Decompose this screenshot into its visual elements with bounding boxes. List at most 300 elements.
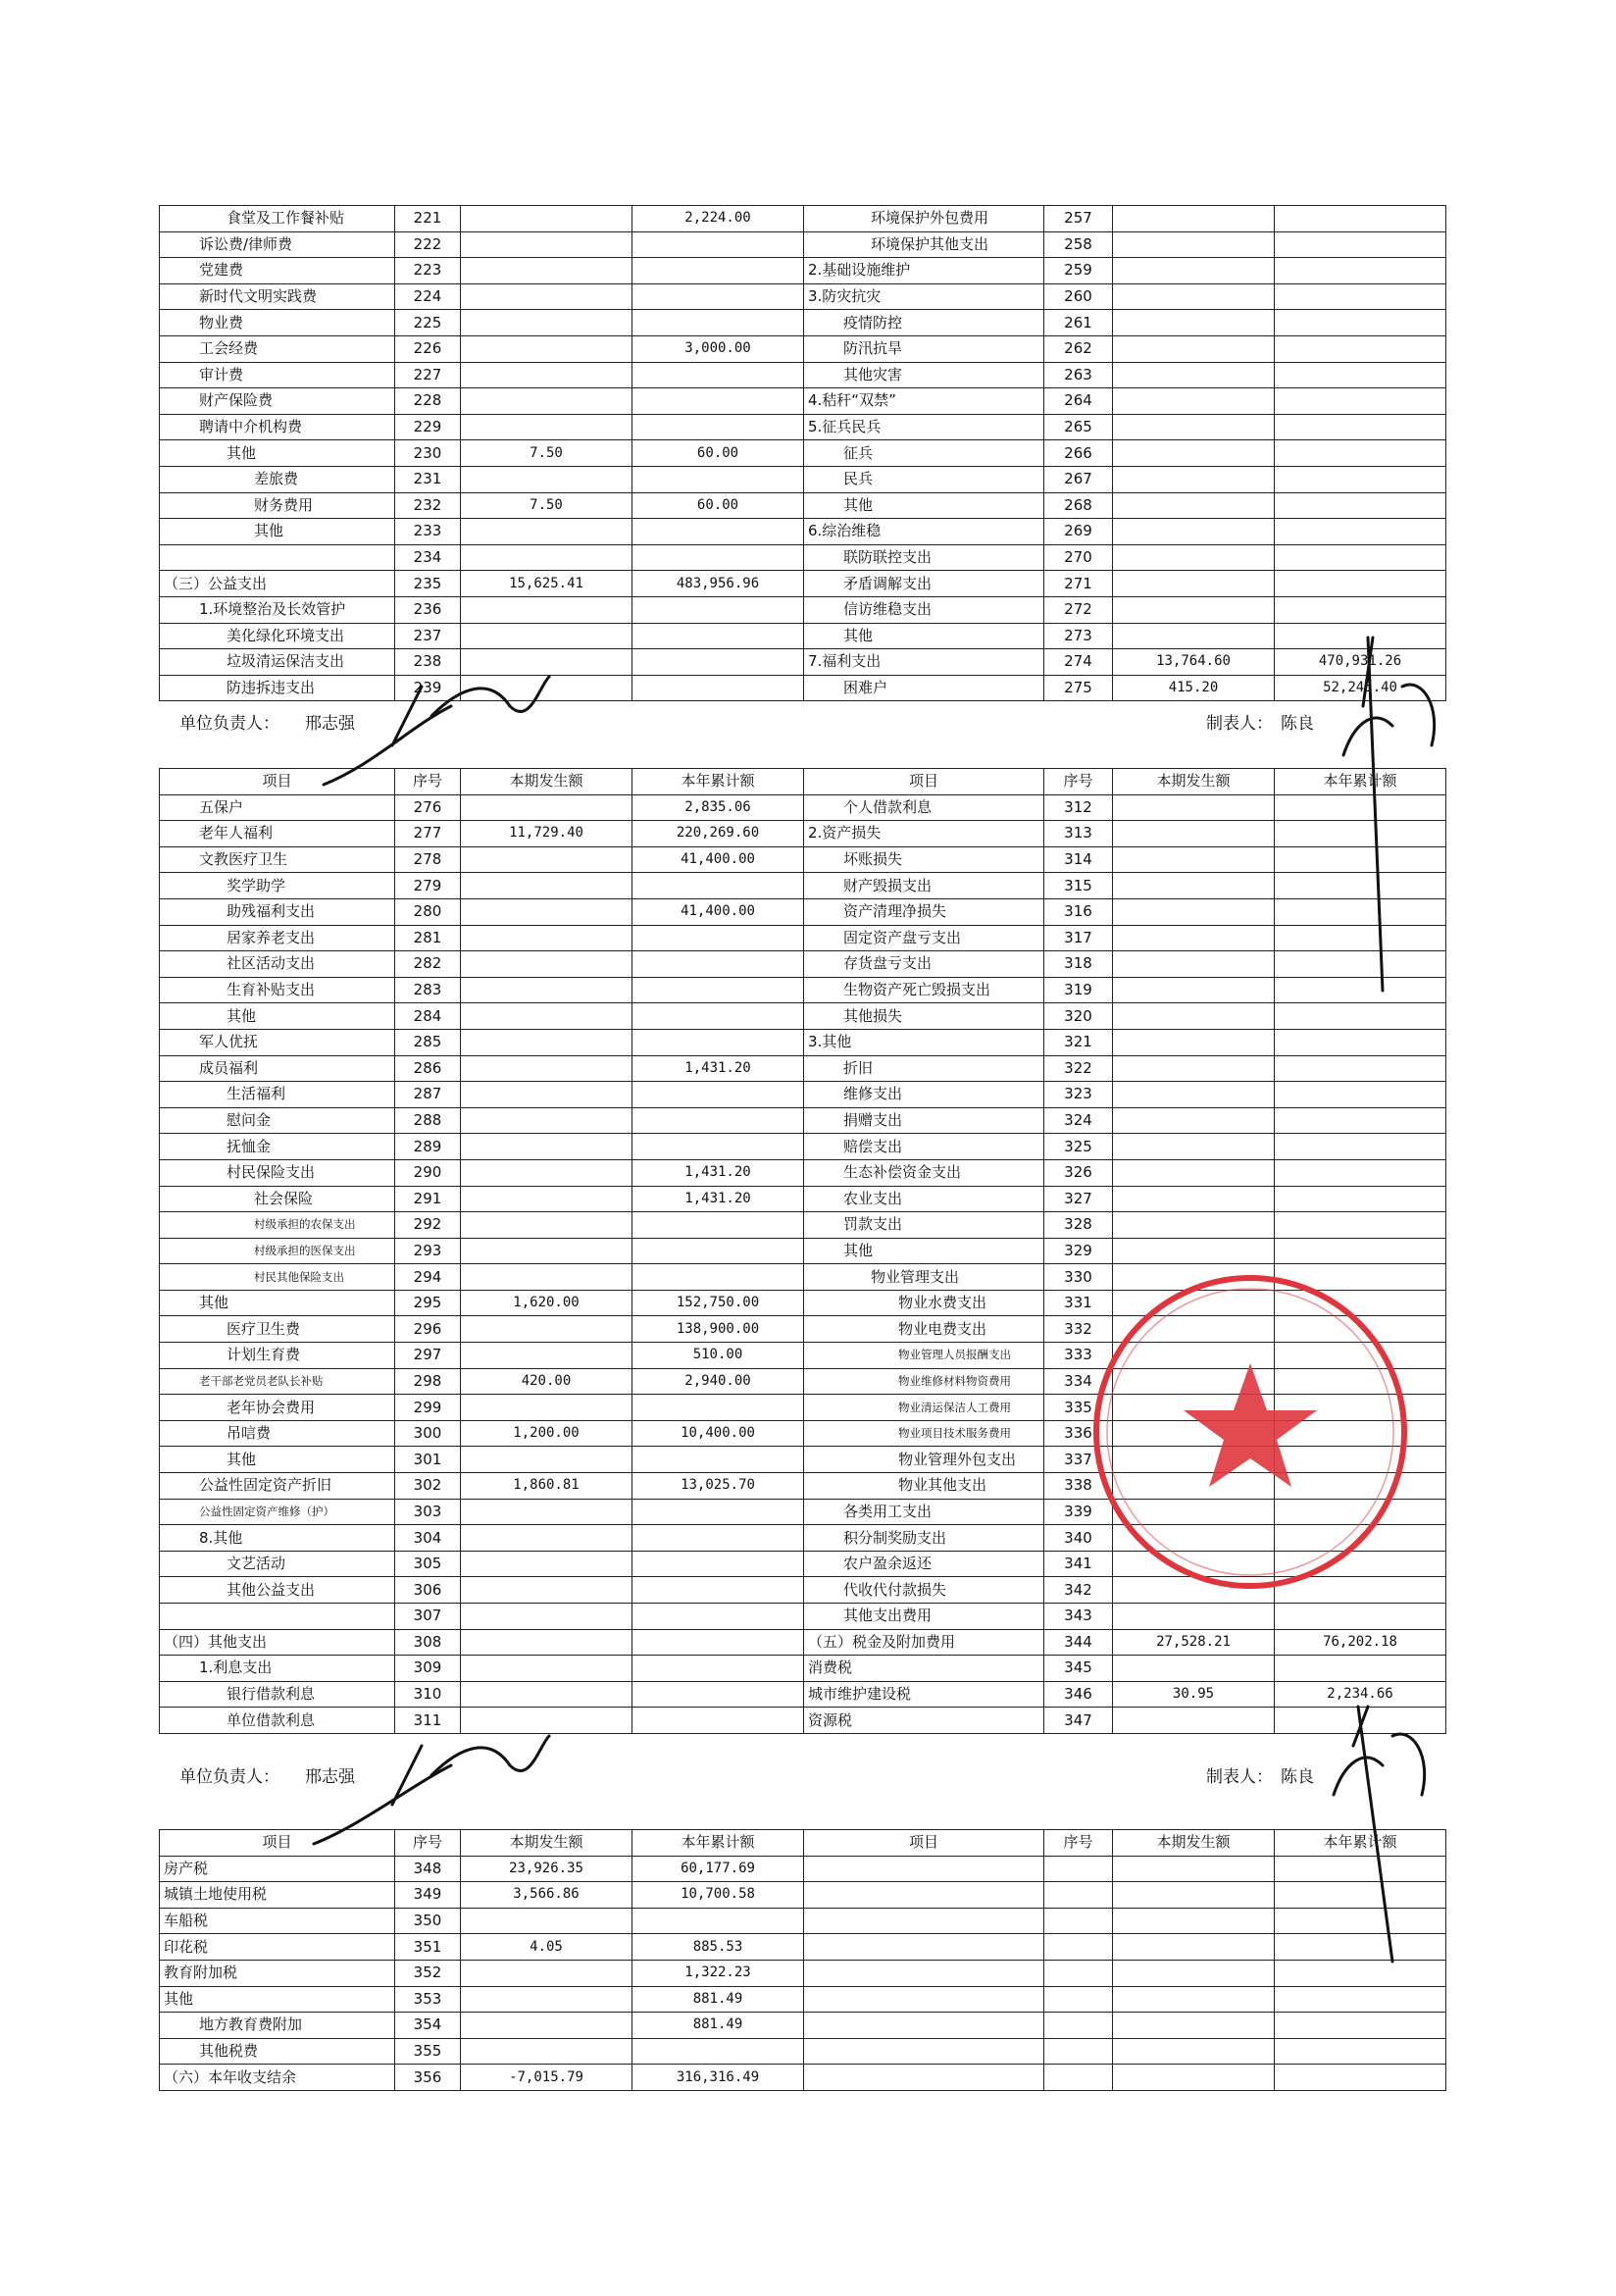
right-ytd-amount [1275,1395,1446,1421]
right-item-name: 资源税 [804,1708,1044,1734]
right-seq: 313 [1044,821,1113,847]
left-period-amount [461,1029,632,1055]
right-ytd-amount [1275,977,1446,1003]
right-seq: 266 [1044,440,1113,467]
left-period-amount [461,335,632,362]
left-period-amount [461,466,632,492]
empty-cell [1113,1908,1275,1934]
right-item-name: 个人借款利息 [804,794,1044,821]
column-header-seq: 序号 [1044,1830,1113,1857]
table-row [160,1003,1446,1030]
left-ytd-amount: 220,269.60 [632,821,804,847]
right-item-name: 矛盾调解支出 [804,571,1044,597]
left-seq: 285 [395,1029,461,1055]
right-seq: 327 [1044,1186,1113,1212]
left-period-amount [461,1395,632,1421]
left-period-amount [461,596,632,623]
right-ytd-amount [1275,1604,1446,1630]
right-ytd-amount [1275,283,1446,310]
right-ytd-amount [1275,1212,1446,1239]
table-row [160,492,1446,519]
right-ytd-amount [1275,388,1446,415]
right-item-name: 存货盘亏支出 [804,951,1044,978]
right-period-amount [1113,1551,1275,1577]
left-ytd-amount: 1,431.20 [632,1055,804,1082]
right-period-amount [1113,1003,1275,1030]
table-row [160,1029,1446,1055]
empty-cell [804,1934,1044,1961]
left-seq: 310 [395,1681,461,1708]
table-row [160,1159,1446,1186]
left-item-name: 防违拆违支出 [160,675,395,701]
left-period-amount [461,1159,632,1186]
left-ytd-amount: 1,431.20 [632,1186,804,1212]
left-ytd-amount [632,675,804,701]
empty-cell [804,1960,1044,1986]
table-row [160,596,1446,623]
right-item-name: 环境保护其他支出 [804,231,1044,258]
left-seq: 290 [395,1159,461,1186]
left-item-name: 教育附加税 [160,1960,395,1986]
table-header-row [160,769,1446,795]
right-item-name: 维修支出 [804,1082,1044,1108]
table-row [160,362,1446,388]
left-item-name: 城镇土地使用税 [160,1882,395,1909]
left-seq: 238 [395,649,461,676]
left-ytd-amount [632,1212,804,1239]
left-ytd-amount: 41,400.00 [632,846,804,873]
right-seq: 323 [1044,1082,1113,1108]
right-seq: 342 [1044,1577,1113,1604]
right-seq: 341 [1044,1551,1113,1577]
right-seq: 265 [1044,414,1113,440]
empty-cell [1044,1908,1113,1934]
section-1-body [160,206,1446,701]
left-ytd-amount: 483,956.96 [632,571,804,597]
left-period-amount [461,1525,632,1552]
right-item-name: 其他灾害 [804,362,1044,388]
column-header-period: 本期发生额 [1113,769,1275,795]
right-seq: 275 [1044,675,1113,701]
left-ytd-amount [632,951,804,978]
right-seq: 340 [1044,1525,1113,1552]
right-item-name: 物业项目技术服务费用 [804,1420,1044,1447]
left-period-amount [461,1134,632,1160]
right-period-amount [1113,231,1275,258]
left-ytd-amount [632,1003,804,1030]
left-period-amount: 420.00 [461,1368,632,1395]
left-item-name: 银行借款利息 [160,1681,395,1708]
left-period-amount [461,1447,632,1473]
left-item-name: 8.其他 [160,1525,395,1552]
right-item-name: 6.综治维稳 [804,519,1044,545]
right-ytd-amount [1275,1159,1446,1186]
left-period-amount [461,310,632,336]
left-ytd-amount [632,1604,804,1630]
left-ytd-amount: 885.53 [632,1934,804,1961]
left-period-amount: 7.50 [461,440,632,467]
right-period-amount [1113,951,1275,978]
right-period-amount [1113,1238,1275,1264]
left-period-amount [461,1577,632,1604]
left-ytd-amount [632,925,804,951]
left-ytd-amount [632,1082,804,1108]
left-ytd-amount [632,1395,804,1421]
preparer-line-2 [1206,1762,1339,1787]
left-item-name: 村民其他保险支出 [160,1264,395,1291]
right-ytd-amount [1275,1029,1446,1055]
left-item-name: 村民保险支出 [160,1159,395,1186]
left-item-name: 其他税费 [160,2038,395,2065]
right-period-amount [1113,335,1275,362]
table-row [160,1343,1446,1369]
column-header-ytd: 本年累计额 [1275,769,1446,795]
left-item-name: 计划生育费 [160,1343,395,1369]
table-row [160,951,1446,978]
right-ytd-amount [1275,1525,1446,1552]
empty-cell [1044,1960,1113,1986]
right-item-name: 代收代付款损失 [804,1577,1044,1604]
left-item-name: 抚恤金 [160,1134,395,1160]
left-ytd-amount [632,231,804,258]
left-seq: 306 [395,1577,461,1604]
left-ytd-amount: 138,900.00 [632,1316,804,1343]
table-row [160,1368,1446,1395]
right-period-amount [1113,544,1275,571]
column-header-period: 本期发生额 [1113,1830,1275,1857]
right-seq: 262 [1044,335,1113,362]
left-item-name: 印花税 [160,1934,395,1961]
left-period-amount [461,1212,632,1239]
right-period-amount [1113,283,1275,310]
right-period-amount [1113,310,1275,336]
right-period-amount: 30.95 [1113,1681,1275,1708]
leader-name: 邢志强 [305,1767,355,1787]
left-ytd-amount [632,1134,804,1160]
left-ytd-amount: 1,322.23 [632,1960,804,1986]
right-seq: 319 [1044,977,1113,1003]
left-seq: 277 [395,821,461,847]
left-item-name: 其他 [160,1003,395,1030]
left-ytd-amount: 881.49 [632,2013,804,2039]
right-seq: 257 [1044,206,1113,232]
right-period-amount [1113,898,1275,925]
left-seq: 293 [395,1238,461,1264]
table-row [160,1316,1446,1343]
empty-cell [1275,1856,1446,1882]
left-period-amount [461,898,632,925]
left-item-name [160,1604,395,1630]
left-item-name: 美化绿化环境支出 [160,623,395,649]
right-period-amount [1113,873,1275,899]
table-row [160,1604,1446,1630]
table-row [160,206,1446,232]
left-ytd-amount: 881.49 [632,1986,804,2013]
right-period-amount [1113,1708,1275,1734]
table-row [160,414,1446,440]
left-seq: 281 [395,925,461,951]
left-period-amount [461,1656,632,1682]
left-seq: 232 [395,492,461,519]
left-seq: 355 [395,2038,461,2065]
table-row [160,1960,1446,1986]
table-row [160,1656,1446,1682]
right-item-name: 物业管理人员报酬支出 [804,1343,1044,1369]
left-seq: 283 [395,977,461,1003]
empty-cell [1044,2013,1113,2039]
table-row [160,821,1446,847]
right-seq: 322 [1044,1055,1113,1082]
right-period-amount [1113,258,1275,284]
left-seq: 297 [395,1343,461,1369]
left-seq: 228 [395,388,461,415]
table-row [160,1525,1446,1552]
preparer-name: 陈良 [1281,1767,1314,1787]
left-seq: 225 [395,310,461,336]
right-item-name: 民兵 [804,466,1044,492]
right-item-name: 各类用工支出 [804,1499,1044,1525]
left-item-name: 社会保险 [160,1186,395,1212]
right-seq: 345 [1044,1656,1113,1682]
ledger-table-section-1 [159,205,1446,701]
left-seq: 296 [395,1316,461,1343]
right-ytd-amount [1275,1343,1446,1369]
table-row [160,1908,1446,1934]
ledger-table-section-2 [159,768,1446,1734]
left-ytd-amount [632,519,804,545]
empty-cell [804,2038,1044,2065]
right-item-name: 农业支出 [804,1186,1044,1212]
right-item-name: 征兵 [804,440,1044,467]
right-item-name: 其他 [804,1238,1044,1264]
table-row [160,1577,1446,1604]
right-ytd-amount [1275,362,1446,388]
empty-cell [1275,2038,1446,2065]
right-period-amount [1113,388,1275,415]
right-period-amount [1113,1473,1275,1500]
right-period-amount [1113,440,1275,467]
left-seq: 288 [395,1107,461,1134]
right-seq: 263 [1044,362,1113,388]
right-ytd-amount [1275,951,1446,978]
right-item-name: 财产毁损支出 [804,873,1044,899]
left-ytd-amount: 152,750.00 [632,1290,804,1316]
left-item-name: 诉讼费/律师费 [160,231,395,258]
table-row [160,1055,1446,1082]
right-ytd-amount [1275,335,1446,362]
right-ytd-amount [1275,414,1446,440]
left-period-amount [461,1264,632,1291]
left-period-amount [461,1316,632,1343]
table-row [160,335,1446,362]
right-period-amount [1113,466,1275,492]
right-ytd-amount: 52,245.40 [1275,675,1446,701]
table-row [160,898,1446,925]
right-item-name: 疫情防控 [804,310,1044,336]
left-seq: 311 [395,1708,461,1734]
right-period-amount [1113,362,1275,388]
left-period-amount [461,258,632,284]
left-ytd-amount: 3,000.00 [632,335,804,362]
table-row [160,1264,1446,1291]
table-row [160,519,1446,545]
empty-cell [1113,1882,1275,1909]
left-ytd-amount: 60,177.69 [632,1856,804,1882]
right-seq: 312 [1044,794,1113,821]
left-ytd-amount: 10,700.58 [632,1882,804,1909]
right-seq: 314 [1044,846,1113,873]
left-seq: 295 [395,1290,461,1316]
left-ytd-amount [632,596,804,623]
right-period-amount [1113,623,1275,649]
empty-cell [804,1986,1044,2013]
right-ytd-amount [1275,1577,1446,1604]
right-item-name: 物业管理外包支出 [804,1447,1044,1473]
empty-cell [1044,2065,1113,2091]
right-ytd-amount [1275,544,1446,571]
right-ytd-amount [1275,1316,1446,1343]
left-seq: 307 [395,1604,461,1630]
left-period-amount: -7,015.79 [461,2065,632,2091]
right-period-amount [1113,1264,1275,1291]
table-row [160,231,1446,258]
left-item-name: 新时代文明实践费 [160,283,395,310]
left-ytd-amount [632,873,804,899]
left-item-name: 五保户 [160,794,395,821]
right-seq: 325 [1044,1134,1113,1160]
right-seq: 337 [1044,1447,1113,1473]
right-period-amount [1113,821,1275,847]
left-period-amount [461,283,632,310]
left-seq: 236 [395,596,461,623]
right-item-name: 困难户 [804,675,1044,701]
left-seq: 351 [395,1934,461,1961]
right-period-amount [1113,492,1275,519]
preparer-line-1 [1206,709,1339,734]
left-item-name: 1.环境整治及长效管护 [160,596,395,623]
left-seq: 221 [395,206,461,232]
right-seq: 261 [1044,310,1113,336]
empty-cell [1044,1856,1113,1882]
right-ytd-amount [1275,925,1446,951]
table-row [160,258,1446,284]
left-period-amount [461,206,632,232]
column-header-period: 本期发生额 [461,1830,632,1857]
right-seq: 335 [1044,1395,1113,1421]
left-item-name: 物业费 [160,310,395,336]
right-period-amount [1113,1577,1275,1604]
empty-cell [1113,1960,1275,1986]
table-row [160,1499,1446,1525]
right-seq: 274 [1044,649,1113,676]
right-period-amount [1113,1525,1275,1552]
left-seq: 309 [395,1656,461,1682]
left-item-name: 老年人福利 [160,821,395,847]
left-item-name: （六）本年收支结余 [160,2065,395,2091]
leader-signature-mark-2 [314,1736,549,1844]
left-item-name: 奖学助学 [160,873,395,899]
left-item-name: 其他 [160,1447,395,1473]
empty-cell [1275,1908,1446,1934]
left-item-name: 其他公益支出 [160,1577,395,1604]
left-ytd-amount [632,1499,804,1525]
right-period-amount [1113,1134,1275,1160]
table-row [160,2013,1446,2039]
right-seq: 260 [1044,283,1113,310]
left-item-name: 慰问金 [160,1107,395,1134]
empty-cell [804,1908,1044,1934]
left-item-name: 公益性固定资产折旧 [160,1473,395,1500]
right-ytd-amount [1275,1551,1446,1577]
right-ytd-amount [1275,794,1446,821]
left-seq: 233 [395,519,461,545]
right-seq: 267 [1044,466,1113,492]
empty-cell [1044,1986,1113,2013]
right-seq: 315 [1044,873,1113,899]
table-row [160,544,1446,571]
right-period-amount [1113,1420,1275,1447]
right-ytd-amount [1275,1107,1446,1134]
column-header-ytd: 本年累计额 [1275,1830,1446,1857]
preparer-label: 制表人： [1206,714,1273,734]
empty-cell [1275,1882,1446,1909]
right-item-name: 生物资产死亡毁损支出 [804,977,1044,1003]
right-ytd-amount [1275,206,1446,232]
right-ytd-amount [1275,821,1446,847]
left-item-name: 社区活动支出 [160,951,395,978]
table-row [160,1681,1446,1708]
right-period-amount [1113,1656,1275,1682]
right-ytd-amount [1275,1499,1446,1525]
left-seq: 353 [395,1986,461,2013]
signature-line-2 [179,1762,380,1787]
right-ytd-amount [1275,1003,1446,1030]
left-item-name: 其他 [160,1986,395,2013]
left-seq: 298 [395,1368,461,1395]
left-item-name: 成员福利 [160,1055,395,1082]
table-row [160,1934,1446,1961]
table-row [160,1856,1446,1882]
left-period-amount [461,414,632,440]
right-seq: 334 [1044,1368,1113,1395]
left-period-amount: 3,566.86 [461,1882,632,1909]
right-seq: 328 [1044,1212,1113,1239]
left-seq: 356 [395,2065,461,2091]
left-ytd-amount: 41,400.00 [632,898,804,925]
table-header-row [160,1830,1446,1857]
left-period-amount [461,388,632,415]
left-ytd-amount: 316,316.49 [632,2065,804,2091]
right-period-amount [1113,846,1275,873]
left-ytd-amount [632,1629,804,1656]
left-period-amount: 7.50 [461,492,632,519]
left-period-amount [461,951,632,978]
right-seq: 336 [1044,1420,1113,1447]
left-ytd-amount [632,362,804,388]
table-row [160,1473,1446,1500]
table-row [160,1882,1446,1909]
left-ytd-amount [632,1577,804,1604]
left-period-amount [461,519,632,545]
left-seq: 286 [395,1055,461,1082]
right-item-name: 折旧 [804,1055,1044,1082]
table-row [160,1986,1446,2013]
empty-cell [1113,2065,1275,2091]
table-row [160,1238,1446,1264]
left-seq: 348 [395,1856,461,1882]
table-row [160,846,1446,873]
right-seq: 316 [1044,898,1113,925]
